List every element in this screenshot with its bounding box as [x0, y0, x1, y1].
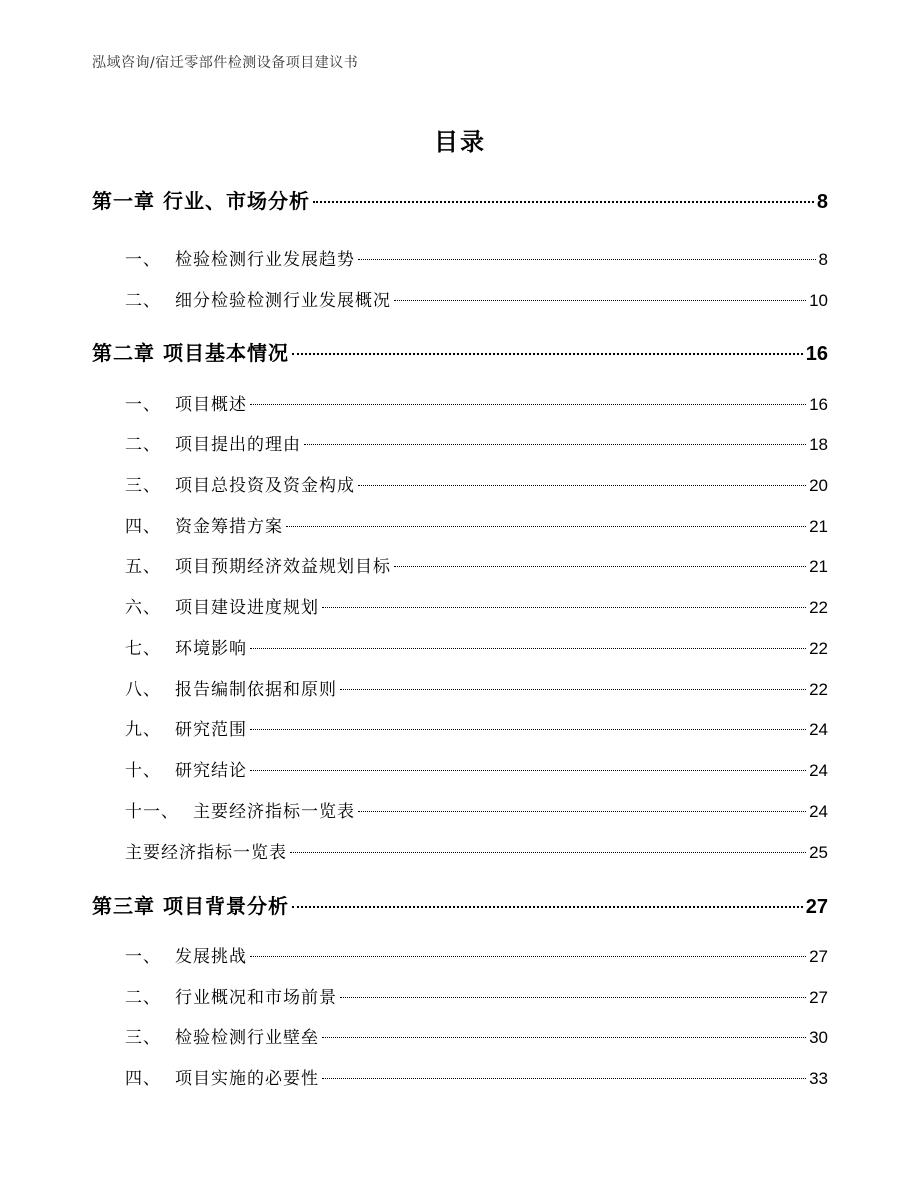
- toc-entry-text: 项目实施的必要性: [175, 1069, 319, 1089]
- dot-leader: [250, 729, 806, 730]
- toc-section-entry[interactable]: [125, 593, 828, 617]
- toc-entry-number: 一、: [125, 395, 161, 415]
- toc-page-number: 8: [818, 250, 828, 269]
- toc-entry-text: 细分检验检测行业发展概况: [175, 291, 391, 311]
- dot-leader: [304, 444, 806, 445]
- toc-page-number: 24: [809, 720, 828, 739]
- toc-entry-text: 项目概述: [175, 395, 247, 415]
- toc-entry-label: [92, 185, 310, 214]
- dot-leader: [286, 526, 806, 527]
- toc-page-number: 22: [809, 680, 828, 699]
- toc-entry-text: 检验检测行业壁垒: [175, 1028, 319, 1048]
- toc-page-number: 22: [809, 598, 828, 617]
- toc-entry-label: [125, 715, 247, 740]
- toc-entry-text: 项目预期经济效益规划目标: [175, 557, 391, 577]
- toc-entry-number: 六、: [125, 598, 161, 618]
- toc-entry-text: 研究范围: [175, 720, 247, 740]
- toc-section-entry[interactable]: [125, 430, 828, 454]
- toc-section-entry[interactable]: [125, 634, 828, 658]
- toc-entry-text: 检验检测行业发展趋势: [175, 250, 355, 270]
- toc-section-entry[interactable]: [125, 1023, 828, 1047]
- toc-title: 目录: [434, 128, 486, 156]
- toc-page-number: 22: [809, 639, 828, 658]
- dot-leader: [313, 201, 814, 203]
- toc-entry-text: 第二章 项目基本情况: [92, 341, 289, 365]
- toc-entry-text: 主要经济指标一览表: [193, 802, 355, 822]
- toc-entry-label: [125, 983, 337, 1008]
- dot-leader: [394, 566, 806, 567]
- toc-section-entry[interactable]: [125, 942, 828, 966]
- dot-leader: [250, 956, 806, 957]
- toc-section-entry[interactable]: [125, 286, 828, 310]
- toc-entry-number: 二、: [125, 988, 161, 1008]
- toc-page-number: 16: [809, 395, 828, 414]
- toc-entry-number: 四、: [125, 517, 161, 537]
- toc-entry-label: [125, 675, 337, 700]
- toc-entry-number: 九、: [125, 720, 161, 740]
- toc-section-entry[interactable]: [125, 675, 828, 699]
- toc-entry-label: [125, 390, 247, 415]
- toc-page-number: 27: [809, 988, 828, 1007]
- toc-entry-number: 二、: [125, 435, 161, 455]
- toc-entry-label: [125, 797, 355, 822]
- toc-chapter-entry[interactable]: [92, 185, 828, 213]
- toc-entry-text: 项目总投资及资金构成: [175, 476, 355, 496]
- toc-entry-number: 十一、: [125, 802, 179, 822]
- toc-entry-text: 报告编制依据和原则: [175, 680, 337, 700]
- toc-entry-label: [125, 634, 247, 659]
- toc-page-number: 33: [809, 1069, 828, 1088]
- toc-entry-label: [125, 430, 301, 455]
- toc-entry-text: 环境影响: [175, 639, 247, 659]
- toc-page-number: 21: [809, 517, 828, 536]
- dot-leader: [322, 1078, 806, 1079]
- toc-page-number: 24: [809, 802, 828, 821]
- toc-entry-label: [125, 471, 355, 496]
- running-header: 泓域咨询/宿迁零部件检测设备项目建议书: [92, 55, 359, 71]
- toc-entry-label: [125, 512, 283, 537]
- toc-entry-text: 第三章 项目背景分析: [92, 894, 289, 918]
- toc-entry-number: 三、: [125, 476, 161, 496]
- toc-section-entry[interactable]: [125, 756, 828, 780]
- toc-entry-text: 项目建设进度规划: [175, 598, 319, 618]
- toc-page-number: 24: [809, 761, 828, 780]
- dot-leader: [250, 648, 806, 649]
- toc-section-entry[interactable]: [125, 512, 828, 536]
- dot-leader: [340, 997, 806, 998]
- toc-section-entry[interactable]: [125, 838, 828, 862]
- dot-leader: [358, 485, 806, 486]
- toc-entry-label: [125, 1023, 319, 1048]
- toc-section-entry[interactable]: [125, 715, 828, 739]
- toc-entry-label: [125, 1064, 319, 1089]
- dot-leader: [250, 770, 806, 771]
- toc-entry-text: 项目提出的理由: [175, 435, 301, 455]
- dot-leader: [290, 852, 806, 853]
- dot-leader: [358, 811, 806, 812]
- toc-entry-label: [125, 286, 391, 311]
- toc-entry-number: 十、: [125, 761, 161, 781]
- toc-page-number: 21: [809, 557, 828, 576]
- toc-chapter-entry[interactable]: [92, 337, 828, 365]
- toc-entry-text: 资金筹措方案: [175, 517, 283, 537]
- dot-leader: [358, 259, 816, 260]
- toc-entry-label: [92, 890, 289, 919]
- dot-leader: [322, 607, 806, 608]
- toc-section-entry[interactable]: [125, 797, 828, 821]
- dot-leader: [394, 300, 806, 301]
- toc-entry-label: [125, 756, 247, 781]
- toc-entry-number: 四、: [125, 1069, 161, 1089]
- toc-entry-number: 二、: [125, 291, 161, 311]
- toc-section-entry[interactable]: [125, 245, 828, 269]
- toc-page-number: 27: [805, 896, 828, 918]
- toc-section-entry[interactable]: [125, 983, 828, 1007]
- toc-page-number: 8: [816, 191, 828, 213]
- toc-entry-label: [125, 838, 287, 863]
- toc-entry-text: 第一章 行业、市场分析: [92, 189, 310, 213]
- toc-page-number: 10: [809, 291, 828, 310]
- toc-entry-label: [125, 593, 319, 618]
- toc-chapter-entry[interactable]: [92, 890, 828, 918]
- toc-section-entry[interactable]: [125, 471, 828, 495]
- toc-entry-text: 发展挑战: [175, 947, 247, 967]
- toc-section-entry[interactable]: [125, 1064, 828, 1088]
- dot-leader: [340, 689, 806, 690]
- toc-entry-number: 一、: [125, 947, 161, 967]
- toc-entry-label: [125, 245, 355, 270]
- dot-leader: [250, 404, 806, 405]
- toc-entry-number: 五、: [125, 557, 161, 577]
- dot-leader: [322, 1037, 806, 1038]
- toc-entry-number: 三、: [125, 1028, 161, 1048]
- toc-entry-text: 行业概况和市场前景: [175, 988, 337, 1008]
- toc-entry-text: 主要经济指标一览表: [125, 843, 287, 863]
- dot-leader: [292, 353, 803, 355]
- toc-page-number: 25: [809, 843, 828, 862]
- toc-page-number: 18: [809, 435, 828, 454]
- toc-page-number: 16: [805, 343, 828, 365]
- toc-page-number: 27: [809, 947, 828, 966]
- toc-page-number: 30: [809, 1028, 828, 1047]
- toc-section-entry[interactable]: [125, 552, 828, 576]
- toc-entry-label: [125, 942, 247, 967]
- toc-entry-text: 研究结论: [175, 761, 247, 781]
- toc-entry-label: [92, 337, 289, 366]
- toc-entry-label: [125, 552, 391, 577]
- dot-leader: [292, 906, 803, 908]
- toc-entry-number: 八、: [125, 680, 161, 700]
- toc-entry-number: 一、: [125, 250, 161, 270]
- toc-page-number: 20: [809, 476, 828, 495]
- toc-entry-number: 七、: [125, 639, 161, 659]
- toc-section-entry[interactable]: [125, 390, 828, 414]
